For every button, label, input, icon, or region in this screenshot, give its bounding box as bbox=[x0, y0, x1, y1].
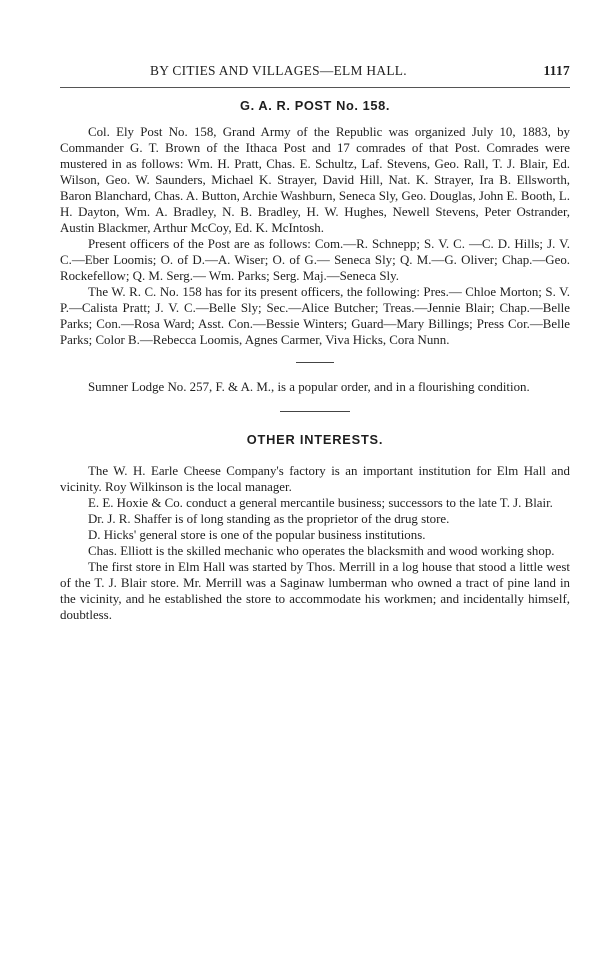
page-number: 1117 bbox=[543, 63, 570, 78]
page-body bbox=[60, 96, 570, 623]
paragraph-drug-store: Dr. J. R. Shaffer is of long standing as the proprietor of the drug store. bbox=[88, 512, 450, 526]
running-title: BY CITIES AND VILLAGES—ELM HALL. bbox=[150, 63, 407, 78]
paragraph-hicks-store: D. Hicks' general store is one of the popular business institutions. bbox=[88, 528, 426, 542]
paragraph-hoxie-co: E. E. Hoxie & Co. conduct a general mercantile business; successors to the late T. J. Blair. bbox=[88, 496, 553, 510]
header-rule bbox=[60, 87, 570, 88]
section-heading-other-interests: OTHER INTERESTS. bbox=[246, 432, 384, 447]
paragraph-blacksmith: Chas. Elliott is the skilled mechanic who operates the blacksmith and wood working shop. bbox=[88, 544, 555, 558]
paragraph-first-store: The first store in Elm Hall was started by Thos. Merrill in a log house that stood a little west of the T. J. Blair store. Mr. Merrill was a Saginaw lumberman who owned a tract of pine land in the vicinity, and he established the store to accommodate his workmen; and incidentally himself, doubtless. bbox=[60, 560, 570, 622]
running-head bbox=[60, 63, 570, 85]
section-heading-gar-post: G. A. R. POST No. 158. bbox=[240, 98, 390, 113]
section-divider bbox=[280, 411, 350, 412]
paragraph-gar-organization: Col. Ely Post No. 158, Grand Army of the Republic was organized July 10, 1883, by Commander G. T. Brown of the Ithaca Post and 17 comrades of that Post. Comrades were mustered in as follows: Wm. H. Pratt, Chas. E. Schultz, Laf. Stevens, Geo. Rall, T. J. Blair, Ed. Wilson, Geo. W. Saunders, Michael K. Strayer, David Hill, Nat. K. Strayer, Ira B. Ellsworth, Baron Blanchard, Chas. A. Button, Archie Washburn, Seneca Sly, Geo. Douglas, John E. Booth, L. H. Dayton, Wm. A. Bradley, N. B. Bradley, H. W. Hughes, Newell Stevens, Peter Ostrander, Austin Blackmer, Arthur McCoy, Ed. K. McIntosh. bbox=[60, 125, 570, 235]
paragraph-cheese-company: The W. H. Earle Cheese Company's factory is an important institution for Elm Hall and vicinity. Roy Wilkinson is the local manager. bbox=[60, 464, 570, 494]
paragraph-wrc-officers: The W. R. C. No. 158 has for its present officers, the following: Pres.— Chloe Morton; S. V. P.—Calista Pratt; J. V. C.—Belle Sly; Sec.—Alice Butcher; Treas.—Jennie Blair; Chap.—Belle Parks; Con.—Rosa Ward; Asst. Con.—Bessie Winters; Guard—Mary Billings; Press Cor.—Belle Parks; Color B.—Rebecca Loomis, Agnes Carmer, Viva Hicks, Cora Nunn. bbox=[60, 285, 570, 347]
section-divider bbox=[296, 362, 334, 363]
paragraph-gar-officers: Present officers of the Post are as follows: Com.—R. Schnepp; S. V. C. —C. D. Hills; J. V. C.—Eber Loomis; O. of D.—A. Wiser; O. of G.— Seneca Sly; Q. M.—G. Oliver; Chap.—Geo. Rockefellow; Q. M. Serg.— Wm. Parks; Serg. Maj.—Seneca Sly. bbox=[60, 237, 570, 283]
paragraph-sumner-lodge: Sumner Lodge No. 257, F. & A. M., is a popular order, and in a flourishing condition. bbox=[88, 380, 530, 394]
